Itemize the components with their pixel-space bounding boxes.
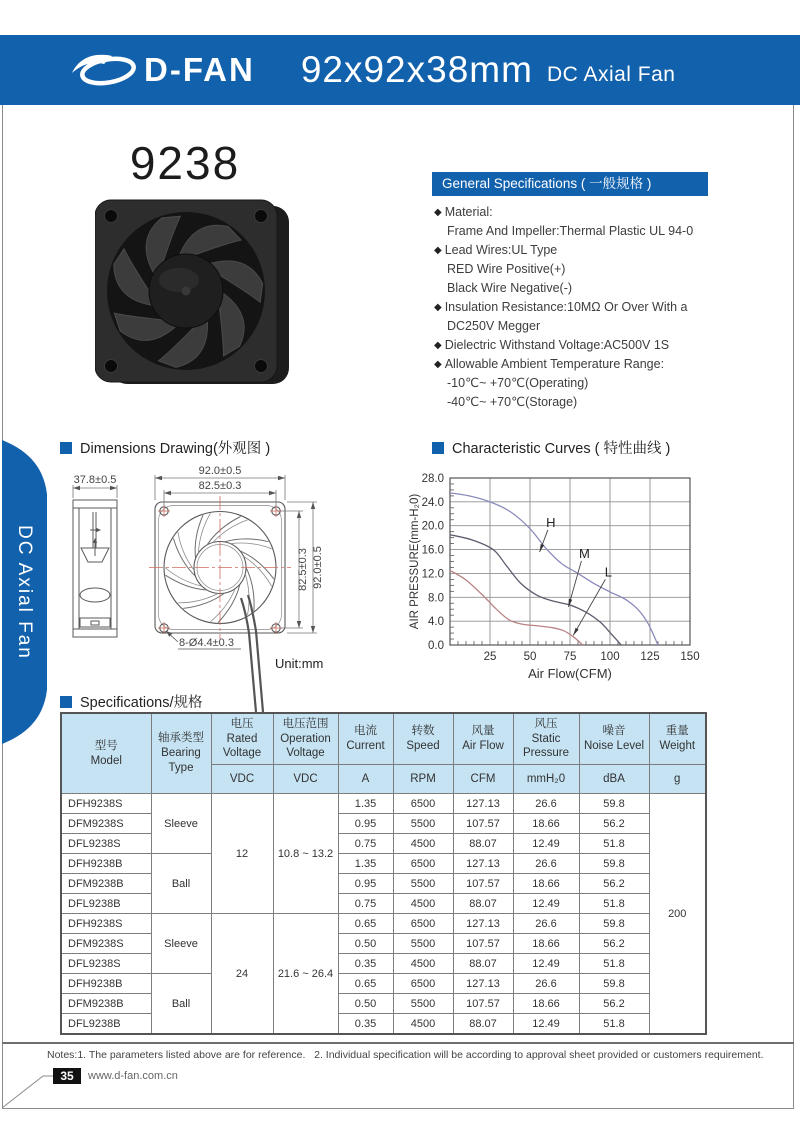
cell-pressure: 12.49	[513, 1014, 579, 1035]
cell-speed: 5500	[393, 874, 453, 894]
curve-M	[450, 535, 621, 645]
cell-model: DFL9238B	[61, 894, 151, 914]
brand-name: D-FAN	[144, 51, 255, 88]
diamond-bullet-icon: ◆	[434, 340, 442, 351]
column-header: 电压范围 Operation Voltage	[273, 713, 338, 765]
page-number-badge: 35	[53, 1068, 81, 1084]
unit-cell: VDC	[273, 765, 338, 794]
cell-pressure: 26.6	[513, 794, 579, 814]
cell-current: 0.50	[338, 994, 393, 1014]
svg-text:150: 150	[680, 651, 700, 663]
spec-line: ◆ Dielectric Withstand Voltage:AC500V 1S	[434, 338, 670, 352]
cell-airflow: 107.57	[453, 934, 513, 954]
cell-speed: 6500	[393, 854, 453, 874]
cell-bearing: Ball	[151, 974, 211, 1035]
website-text: www.d-fan.com.cn	[88, 1070, 178, 1082]
unit-cell: A	[338, 765, 393, 794]
cell-model: DFH9238S	[61, 914, 151, 934]
blue-header	[0, 35, 800, 105]
cell-bearing: Ball	[151, 854, 211, 914]
unit-cell: VDC	[211, 765, 273, 794]
cell-noise: 51.8	[579, 954, 649, 974]
cell-pressure: 12.49	[513, 954, 579, 974]
cell-pressure: 12.49	[513, 834, 579, 854]
column-header: 风压 Static Pressure	[513, 713, 579, 765]
diamond-bullet-icon: ◆	[434, 245, 442, 256]
spec-line: ◆ Allowable Ambient Temperature Range:	[434, 357, 665, 371]
spec-line: ◆ Material:	[434, 205, 493, 219]
cell-noise: 51.8	[579, 1014, 649, 1035]
cell-noise: 51.8	[579, 834, 649, 854]
corner-decoration	[0, 1062, 60, 1112]
svg-text:25: 25	[483, 651, 497, 663]
cell-speed: 6500	[393, 914, 453, 934]
cell-model: DFM9238S	[61, 814, 151, 834]
cell-pressure: 26.6	[513, 854, 579, 874]
cell-speed: 4500	[393, 894, 453, 914]
cell-current: 0.65	[338, 914, 393, 934]
cell-speed: 5500	[393, 814, 453, 834]
cell-airflow: 107.57	[453, 814, 513, 834]
cell-airflow: 88.07	[453, 894, 513, 914]
column-header: 轴承类型 Bearing Type	[151, 713, 211, 794]
cell-pressure: 18.66	[513, 814, 579, 834]
cell-speed: 6500	[393, 794, 453, 814]
page-title: 92x92x38mm	[300, 49, 533, 90]
dim-hole-pitch-width: 82.5±0.3	[198, 480, 242, 492]
column-header: 电流 Current	[338, 713, 393, 765]
sidebar-tab	[2, 436, 52, 748]
section-title-curves: Characteristic Curves ( 特性曲线 )	[432, 437, 670, 458]
cell-model: DFH9238S	[61, 794, 151, 814]
svg-text:125: 125	[640, 651, 660, 663]
cell-pressure: 26.6	[513, 974, 579, 994]
cell-operation-voltage: 10.8 ~ 13.2	[273, 794, 338, 914]
spec-line: ◆ Insulation Resistance:10MΩ Or Over With a	[434, 300, 688, 314]
cell-speed: 4500	[393, 834, 453, 854]
cell-rated-voltage: 24	[211, 914, 273, 1035]
notes-text: Notes:1. The parameters listed above are for reference. 2. Individual specification will be according to approval sheet provided or customers requirement.	[47, 1049, 764, 1061]
cell-noise: 59.8	[579, 854, 649, 874]
cell-pressure: 18.66	[513, 874, 579, 894]
cell-model: DFL9238B	[61, 1014, 151, 1035]
spec-line: -40℃~ +70℃(Storage)	[447, 395, 578, 409]
spec-line: Frame And Impeller:Thermal Plastic UL 94-0	[447, 224, 694, 238]
diamond-bullet-icon: ◆	[434, 207, 442, 218]
product-type-title: DC Axial Fan	[546, 63, 676, 86]
cell-airflow: 107.57	[453, 994, 513, 1014]
cell-airflow: 88.07	[453, 954, 513, 974]
blue-square-icon	[432, 442, 444, 454]
characteristic-curves-chart	[408, 456, 800, 696]
svg-text:20.0: 20.0	[421, 520, 444, 533]
y-axis-title: AIR PRESSURE(mm-H₂0)	[409, 493, 421, 630]
table-row	[61, 914, 706, 934]
section-title-dimensions: Dimensions Drawing(外观图 )	[60, 437, 270, 458]
unit-cell: mmH₂0	[513, 765, 579, 794]
spec-line: -10℃~ +70℃(Operating)	[447, 376, 589, 390]
cell-rated-voltage: 12	[211, 794, 273, 914]
cell-noise: 59.8	[579, 914, 649, 934]
brand-logo	[70, 49, 255, 91]
column-header: 噪音 Noise Level	[579, 713, 649, 765]
table-row	[61, 794, 706, 814]
cell-pressure: 26.6	[513, 914, 579, 934]
cell-noise: 56.2	[579, 994, 649, 1014]
svg-text:75: 75	[563, 651, 577, 663]
cell-airflow: 88.07	[453, 834, 513, 854]
curve-label-L: L	[604, 564, 613, 580]
cell-current: 0.50	[338, 934, 393, 954]
cell-airflow: 127.13	[453, 854, 513, 874]
cell-speed: 5500	[393, 994, 453, 1014]
cell-noise: 59.8	[579, 794, 649, 814]
cell-airflow: 88.07	[453, 1014, 513, 1035]
cell-current: 0.95	[338, 874, 393, 894]
cell-speed: 4500	[393, 1014, 453, 1035]
cell-noise: 59.8	[579, 974, 649, 994]
cell-bearing: Sleeve	[151, 794, 211, 854]
dimensions-drawing	[55, 452, 415, 754]
cell-model: DFM9238B	[61, 874, 151, 894]
cell-pressure: 18.66	[513, 934, 579, 954]
svg-text:24.0: 24.0	[421, 496, 444, 509]
cell-operation-voltage: 21.6 ~ 26.4	[273, 914, 338, 1035]
cell-airflow: 107.57	[453, 874, 513, 894]
curve-label-H: H	[546, 514, 556, 530]
curve-L	[450, 570, 583, 645]
spec-line: ◆ Lead Wires:UL Type	[434, 243, 558, 257]
cell-current: 0.75	[338, 834, 393, 854]
cell-airflow: 127.13	[453, 914, 513, 934]
cell-current: 0.95	[338, 814, 393, 834]
cell-model: DFL9238S	[61, 834, 151, 854]
svg-text:100: 100	[600, 651, 620, 663]
cell-speed: 5500	[393, 934, 453, 954]
general-specs-list	[434, 203, 764, 412]
dfan-logo-icon	[70, 49, 140, 91]
cell-current: 0.65	[338, 974, 393, 994]
cell-model: DFH9238B	[61, 974, 151, 994]
cell-bearing: Sleeve	[151, 914, 211, 974]
column-header: 电压 Rated Voltage	[211, 713, 273, 765]
sidebar-tab-label: DC Axial Fan	[14, 524, 35, 660]
svg-text:0.0: 0.0	[428, 640, 444, 652]
svg-text:12.0: 12.0	[421, 568, 444, 581]
unit-cell: CFM	[453, 765, 513, 794]
cell-model: DFH9238B	[61, 854, 151, 874]
cell-airflow: 127.13	[453, 794, 513, 814]
cell-noise: 56.2	[579, 814, 649, 834]
dim-outer-width: 92.0±0.5	[198, 465, 242, 477]
cell-noise: 56.2	[579, 934, 649, 954]
general-specs-header: General Specifications ( 一般规格 )	[432, 172, 708, 196]
spec-line: Black Wire Negative(-)	[447, 281, 573, 295]
column-header: 风量 Air Flow	[453, 713, 513, 765]
cell-noise: 56.2	[579, 874, 649, 894]
svg-text:4.0: 4.0	[428, 616, 444, 629]
svg-text:16.0: 16.0	[421, 544, 444, 557]
cell-model: DFM9238S	[61, 934, 151, 954]
unit-label: Unit:mm	[275, 656, 324, 671]
cell-weight: 200	[649, 794, 706, 1035]
notes-divider	[2, 1042, 794, 1044]
diamond-bullet-icon: ◆	[434, 359, 442, 370]
x-axis-title: Air Flow(CFM)	[528, 666, 612, 681]
model-series: 9238	[129, 137, 241, 189]
cell-current: 0.35	[338, 954, 393, 974]
dim-outer-height: 92.0±0.5	[312, 546, 324, 589]
unit-cell: g	[649, 765, 706, 794]
dim-depth: 37.8±0.5	[73, 474, 117, 486]
cell-pressure: 18.66	[513, 994, 579, 1014]
svg-text:28.0: 28.0	[421, 473, 444, 485]
unit-cell: RPM	[393, 765, 453, 794]
cell-model: DFL9238S	[61, 954, 151, 974]
svg-text:50: 50	[523, 651, 537, 663]
svg-text:8.0: 8.0	[428, 592, 444, 605]
product-photo	[95, 198, 293, 399]
specifications-table	[60, 712, 707, 1035]
cell-pressure: 12.49	[513, 894, 579, 914]
table-row	[61, 974, 706, 994]
spec-line: RED Wire Positive(+)	[447, 262, 566, 276]
cell-current: 1.35	[338, 794, 393, 814]
unit-cell: dBA	[579, 765, 649, 794]
cell-model: DFM9238B	[61, 994, 151, 1014]
dim-mounting-holes: 8-Ø4.4±0.3	[179, 637, 234, 649]
diamond-bullet-icon: ◆	[434, 302, 442, 313]
fan-blades-drawing	[165, 513, 274, 622]
section-title-specifications: Specifications/规格	[60, 691, 203, 712]
table-header-row	[61, 713, 706, 765]
cell-speed: 4500	[393, 954, 453, 974]
column-header: 重量 Weight	[649, 713, 706, 765]
cell-airflow: 127.13	[453, 974, 513, 994]
cell-current: 0.35	[338, 1014, 393, 1035]
column-header: 转数 Speed	[393, 713, 453, 765]
curve-label-M: M	[578, 545, 590, 561]
cell-current: 0.75	[338, 894, 393, 914]
column-header: 型号 Model	[61, 713, 151, 794]
dim-hole-pitch-height: 82.5±0.3	[297, 548, 309, 591]
cell-current: 1.35	[338, 854, 393, 874]
cell-speed: 6500	[393, 974, 453, 994]
table-row	[61, 854, 706, 874]
cell-noise: 51.8	[579, 894, 649, 914]
spec-line: DC250V Megger	[447, 319, 541, 333]
